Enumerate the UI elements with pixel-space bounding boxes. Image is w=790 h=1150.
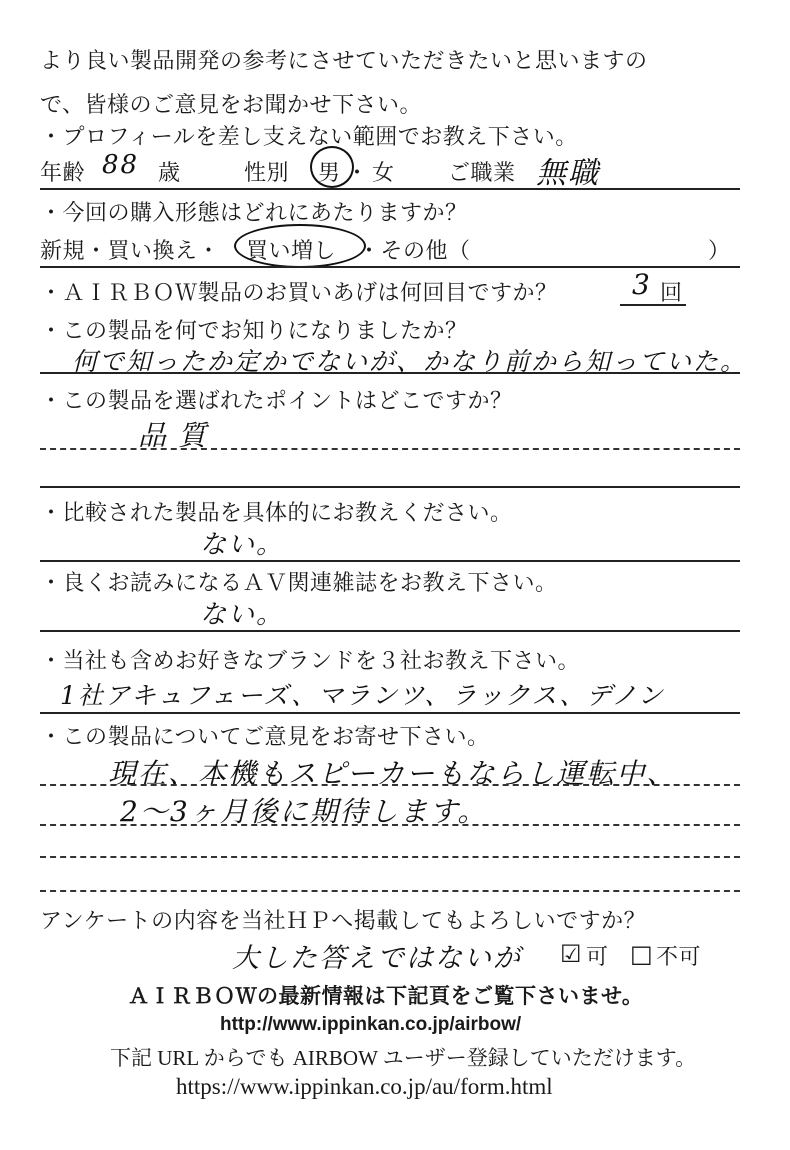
- rule: [40, 560, 740, 562]
- rule: [40, 486, 740, 488]
- purchase-selected: 買い増し: [246, 239, 337, 264]
- publish-question: アンケートの内容を当社ＨＰへ掲載してもよろしいですか？: [40, 909, 647, 934]
- gender-separator: ・: [346, 161, 369, 186]
- point-answer: 品質: [138, 419, 219, 452]
- opinion-answer-2: 2〜3ヶ月後に期待します。: [120, 795, 488, 828]
- rule: [40, 712, 740, 714]
- age-value: 88: [102, 150, 140, 180]
- gender-male: 男: [318, 161, 341, 186]
- footer-url-1: http://www.ippinkan.co.jp/airbow/: [220, 1014, 522, 1035]
- publish-ok: 可: [586, 945, 609, 970]
- purchase-question: ・今回の購入形態はどれにあたりますか？: [40, 201, 468, 226]
- rule: [40, 824, 740, 826]
- magazine-answer: ない。: [200, 600, 285, 630]
- point-question: ・この製品を選ばれたポイントはどこですか？: [40, 389, 513, 414]
- gender-label: 性別: [244, 161, 290, 186]
- unchecked-checkbox: □: [630, 940, 654, 968]
- brands-question: ・当社も含めお好きなブランドを３社お教え下さい。: [40, 649, 581, 674]
- compare-question: ・比較された製品を具体的にお教えください。: [40, 501, 513, 526]
- opinion-answer-1: 現在、本機もスピーカーもならし運転中、: [108, 757, 677, 790]
- rule: [40, 448, 740, 450]
- opinion-question: ・この製品についてご意見をお寄せ下さい。: [40, 725, 490, 750]
- publish-note: 大した答えではないが: [232, 943, 522, 974]
- purchase-options: 新規・買い換え・: [40, 239, 221, 264]
- purchase-rest: ・その他（: [358, 239, 471, 264]
- checked-checkbox: ☑: [560, 940, 583, 968]
- gender-female: 女: [372, 161, 395, 186]
- purchase-close: ）: [708, 239, 731, 264]
- footer-url-2: https://www.ippinkan.co.jp/au/form.html: [176, 1074, 553, 1099]
- compare-answer: ない。: [200, 530, 285, 560]
- rule: [40, 856, 740, 858]
- intro-line-2: で、皆様のご意見をお聞かせ下さい。: [40, 93, 423, 118]
- brands-answer: 1社アキュフェーズ、マランツ、ラックス、デノン: [60, 681, 665, 710]
- intro-line-1: より良い製品開発の参考にさせていただきたいと思いますの: [40, 49, 648, 74]
- magazine-question: ・良くお読みになるＡＶ関連雑誌をお教え下さい。: [40, 571, 558, 596]
- footer-info: ＡＩＲＢＯＷの最新情報は下記頁をご覧下さいませ。: [128, 985, 644, 1008]
- publish-ng: 不可: [656, 945, 702, 970]
- age-label: 年齢: [40, 161, 86, 186]
- footer-registration: 下記 URL からでも AIRBOW ユーザー登録していただけます。: [110, 1046, 697, 1070]
- count-question: ・ＡＩＲＢＯＷ製品のお買いあげは何回目ですか？: [40, 281, 558, 306]
- count-unit: 回: [660, 281, 683, 306]
- rule: [40, 784, 740, 786]
- age-unit: 歳: [158, 161, 181, 186]
- rule: [40, 630, 740, 632]
- rule: [40, 188, 740, 190]
- rule: [40, 890, 740, 892]
- source-answer: 何で知ったか定かでないが、かなり前から知っていた。: [72, 347, 748, 376]
- job-label: ご職業: [448, 161, 516, 186]
- answer-underline: [620, 304, 686, 306]
- source-question: ・この製品を何でお知りになりましたか？: [40, 319, 468, 344]
- profile-question: ・プロフィールを差し支えない範囲でお教え下さい。: [40, 125, 578, 150]
- job-value: 無職: [536, 156, 600, 191]
- rule: [40, 372, 740, 374]
- count-value: 3: [632, 268, 652, 301]
